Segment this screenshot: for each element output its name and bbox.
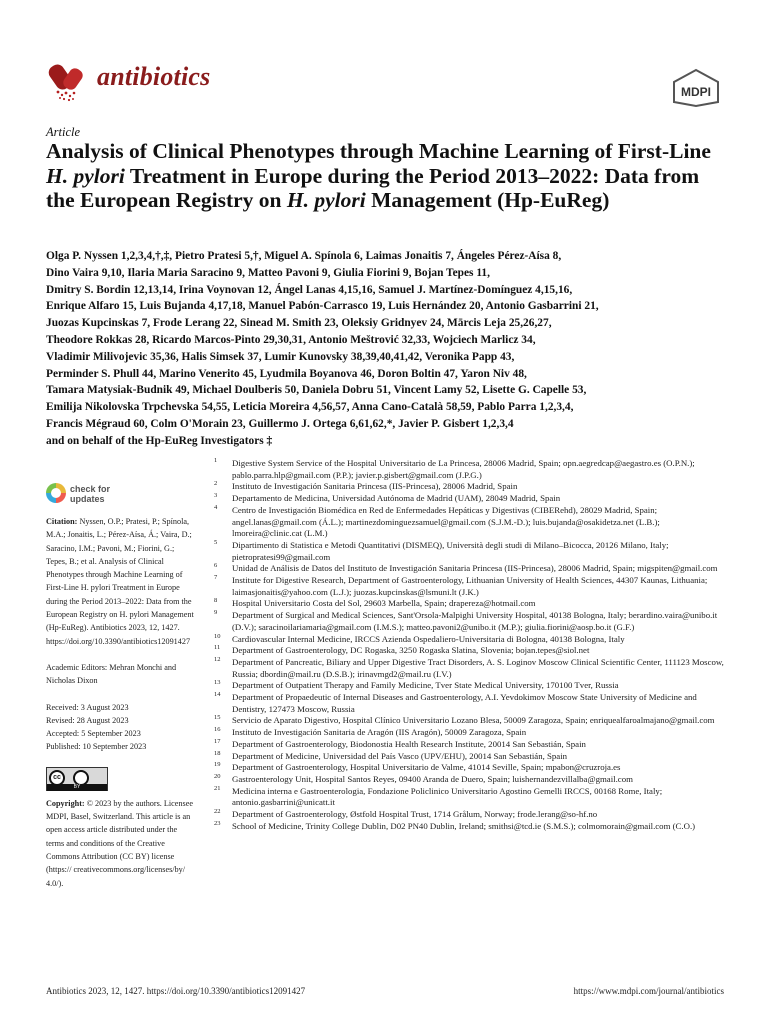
affiliation-number: 7 (214, 574, 218, 582)
affiliation-item (210, 692, 730, 715)
affiliation-number: 23 (214, 819, 221, 827)
affiliation-text: School of Medicine, Trinity College Dublin, D02 PN40 Dublin, Ireland; smithsi@tcd.ie (S.M.S.); colmomorain@gmail.com (C.O.) (232, 820, 696, 831)
check-updates-icon (46, 483, 66, 503)
copyright-label: Copyright: (46, 798, 85, 808)
journal-logo-icon (46, 60, 90, 104)
affiliation-text: Departamento de Medicina, Universidad Autónoma de Madrid (UAM), 28049 Madrid, Spain (232, 493, 561, 504)
author-line: Theodore Rokkas 28, Ricardo Marcos-Pinto 29,30,31, Antonio Meštrović 32,33, Wojciech Marlicz 34, (46, 333, 536, 346)
affiliation-text: Cardiovascular Internal Medicine, IRCCS Azienda Ospedaliero-Universitaria di Bologna, 40138 Bologna, Italy (232, 633, 625, 644)
by-label: BY (47, 784, 107, 791)
citation-block (46, 515, 196, 648)
affiliation-text: Instituto de Investigación Sanitaria Princesa (IIS-Princesa), 28006 Madrid, Spain (232, 481, 518, 492)
citation-text: Nyssen, O.P.; Pratesi, P.; Spínola, M.A.; Jonaitis, L.; Pérez-Aísa, Á.; Vaira, D.; Saracino, I.M.; Pavoni, M.; Fiorini, G.; Tepes, B.; et al. Analysis of Clinical Phenotypes through Machine Learning of First-Line H. pylori Treatment in Europe during the Period 2013–2022: Data from the European Registry on H. pylori Management (Hp-EuReg). Antibiotics 2023, 12, 1427. https://doi.org/10.3390/antibiotics12091427 (46, 517, 194, 646)
affiliation-item (210, 598, 730, 610)
affiliation-number: 15 (214, 714, 221, 722)
affiliation-number: 20 (214, 772, 221, 780)
affiliation-text: Department of Gastroenterology, DC Rogaska, 3250 Rogaska Slatina, Slovenia; bojan.tepes@siol.net (232, 645, 590, 656)
cc-icon: cc (49, 770, 65, 786)
check-updates-line2: updates (70, 494, 105, 504)
date-revised: Revised: 28 August 2023 (46, 715, 129, 725)
footer-citation: Antibiotics 2023, 12, 1427. https://doi.org/10.3390/antibiotics12091427 (46, 986, 306, 996)
author-line: Tamara Matysiak-Budnik 49, Michael Doulberis 50, Daniela Dobru 51, Vincent Lamy 52, Lisette G. Capelle 53, (46, 384, 587, 397)
affiliation-item (210, 563, 730, 575)
affiliations-list (210, 458, 730, 833)
affiliation-text: Department of Medicine, Universidad del País Vasco (UPV/EHU), 20014 San Sebastián, Spain (232, 750, 568, 761)
affiliation-number: 6 (214, 562, 218, 570)
affiliation-text: Instituto de Investigación Sanitaria de Aragón (IIS Aragón), 50009 Zaragoza, Spain (232, 727, 527, 738)
author-line: Juozas Kupcinskas 7, Frode Lerang 22, Sinead M. Smith 23, Oleksiy Gridnyev 24, Mārcis Leja 25,26,27, (46, 317, 552, 330)
affiliation-text: Department of Pancreatic, Biliary and Upper Digestive Tract Disorders, A. S. Loginov Moscow Clinical Scientific Center, 111123 Moscow, Russia; dbordin@mail.ru (D.S.B.); irinavmgd2@mail.ru (I.V.) (232, 656, 724, 679)
academic-editors: Academic Editors: Mehran Monchi and Nicholas Dixon (46, 662, 177, 686)
author-line: Perminder S. Phull 44, Marino Venerito 45, Lyudmila Boyanova 46, Doron Boltin 47, Yaron Niv 48, (46, 367, 527, 380)
affiliation-text: Hospital Universitario Costa del Sol, 29603 Marbella, Spain; drapereza@hotmail.com (232, 598, 536, 609)
affiliation-text: Institute for Digestive Research, Department of Gastroenterology, Lithuanian University of Health Sciences, 44307 Kaunas, Lithuania; laimasjonaitis@yahoo.com (L.J.); juozas.kupcinskas@lsmuni.lt (J.K.) (232, 575, 708, 597)
affiliation-number: 13 (214, 679, 221, 687)
affiliation-item (210, 774, 730, 786)
affiliation-number: 17 (214, 737, 221, 745)
affiliation-item (210, 715, 730, 727)
mdpi-logo-icon (668, 68, 724, 108)
affiliation-item (210, 762, 730, 774)
affiliation-item (210, 821, 730, 833)
article-info-sidebar (46, 515, 196, 903)
affiliation-item (210, 680, 730, 692)
author-line: Francis Mégraud 60, Colm O'Morain 23, Guillermo J. Ortega 6,61,62,*, Javier P. Gisbert 1,2,3,4 (46, 417, 514, 430)
article-title: Analysis of Clinical Phenotypes through Machine Learning of First-Line H. pylori Treatment in Europe during the Period 2013–2022: Data from the European Registry on H. pylori Management (Hp-EuReg) (46, 139, 711, 212)
affiliation-number: 2 (214, 480, 218, 488)
affiliation-number: 18 (214, 749, 221, 757)
affiliation-text: Medicina interna e Gastroenterologia, Fondazione Policlinico Universitario Agostino Gemelli IRCCS, 00168 Rome, Italy; antonio.gasbarrini@unicatt.it (232, 785, 663, 808)
publisher-name: MDPI (681, 85, 711, 99)
affiliation-text: Digestive System Service of the Hospital Universitario de La Princesa, 28006 Madrid, Spain; opn.aegredcap@aegastro.es (O.P.N.); pablo.parra.hlp@gmail.com (P.P.); javier.p.gisbert@gmail.com (J.P.G.) (232, 458, 695, 480)
affiliation-item (210, 481, 730, 493)
author-line: and on behalf of the Hp-EuReg Investigators ‡ (46, 434, 273, 447)
affiliation-item (210, 493, 730, 505)
affiliation-item (210, 727, 730, 739)
author-line: Dino Vaira 9,10, Ilaria Maria Saracino 9, Matteo Pavoni 9, Giulia Fiorini 9, Bojan Tepes 11, (46, 266, 490, 279)
affiliation-text: Centro de Investigación Biomédica en Red de Enfermedades Hepáticas y Digestivas (CIBERehd), 28029 Madrid, Spain; angel.lanas@gmail.com (Á.L.); martinezdominguezsamuel@gmail.com (S.J.M.-D.); luis.bujanda@osakidetza.net (L.B.); lmoreira@clinic.cat (L.M.) (232, 504, 660, 539)
affiliation-number: 10 (214, 632, 221, 640)
author-line: Enrique Alfaro 15, Luis Bujanda 4,17,18, Manuel Pabón-Carrasco 19, Luis Hernández 20, Antonio Gasbarrini 21, (46, 300, 599, 313)
affiliation-item (210, 634, 730, 646)
check-updates-line1: check for (70, 484, 111, 494)
affiliation-text: Department of Surgical and Medical Sciences, Sant'Orsola-Malpighi University Hospital, 40138 Bologna, Italy; berardino.vaira@unibo.it (D.V.); saracinoilariamaria@gmail.com (I.M.S.); matteo.pavoni2@unibo.it (M.P.); giulia.fiorini@aosp.bo.it (G.F.) (232, 610, 718, 632)
author-line: Vladimir Milivojevic 35,36, Halis Simsek 37, Lumir Kunovsky 38,39,40,41,42, Veronika Papp 43, (46, 350, 515, 363)
journal-name: antibiotics (97, 62, 211, 91)
affiliation-item (210, 739, 730, 751)
affiliation-item (210, 786, 730, 809)
affiliation-item (210, 645, 730, 657)
affiliation-number: 4 (214, 503, 218, 511)
affiliation-number: 12 (214, 655, 221, 663)
affiliation-text: Unidad de Análisis de Datos del Instituto de Investigación Sanitaria Princesa (IIS-Princesa), 28006 Madrid, Spain; migspiten@gmail.com (232, 563, 718, 574)
author-line: Emilija Nikolovska Trpchevska 54,55, Leticia Moreira 4,56,57, Anna Cano-Català 58,59, Pablo Parra 1,2,3,4, (46, 401, 574, 414)
affiliation-number: 16 (214, 726, 221, 734)
affiliation-text: Department of Gastroenterology, Biodonostia Health Research Institute, 20014 San Sebastián, Spain (232, 738, 586, 749)
check-for-updates-button[interactable] (46, 483, 166, 505)
affiliation-number: 11 (214, 644, 221, 652)
author-list (46, 248, 736, 450)
affiliation-text: Dipartimento di Statistica e Metodi Quantitativi (DISMEQ), Università degli studi di Milano–Bicocca, 20126 Milano, Italy; pietropratesi99@gmail.com (232, 539, 669, 562)
affiliation-number: 5 (214, 538, 218, 546)
affiliation-number: 19 (214, 761, 221, 769)
affiliation-number: 3 (214, 492, 218, 500)
affiliation-item (210, 610, 730, 633)
copyright-block (46, 797, 196, 890)
article-type: Article (46, 125, 81, 139)
affiliation-item (210, 809, 730, 821)
date-published: Published: 10 September 2023 (46, 742, 147, 752)
affiliation-item (210, 540, 730, 563)
affiliation-item (210, 505, 730, 540)
citation-label: Citation: (46, 517, 78, 526)
affiliation-number: 1 (214, 457, 218, 464)
date-accepted: Accepted: 5 September 2023 (46, 729, 141, 739)
affiliation-item (210, 751, 730, 763)
affiliation-number: 21 (214, 784, 221, 792)
affiliation-number: 14 (214, 691, 221, 699)
author-line: Dmitry S. Bordin 12,13,14, Irina Voynovan 12, Ángel Lanas 4,15,16, Samuel J. Martínez-Domínguez 4,15,16, (46, 283, 573, 296)
affiliation-text: Department of Propaedeutic of Internal Diseases and Gastroenterology, A.I. Yevdokimov Moscow State University of Medicine and Dentistry, 127473 Moscow, Russia (232, 692, 697, 714)
affiliation-text: Servicio de Aparato Digestivo, Hospital Clínico Universitario Lozano Blesa, 50009 Zaragoza, Spain; enriquealfaroalmajano@gmail.com (232, 715, 715, 726)
affiliation-number: 8 (214, 597, 218, 605)
affiliation-text: Gastroenterology Unit, Hospital Santos Reyes, 09400 Aranda de Duero, Spain; luishernandezvillalba@gmail.com (232, 773, 633, 784)
affiliation-number: 22 (214, 808, 221, 816)
affiliation-item (210, 657, 730, 680)
affiliation-text: Department of Gastroenterology, Østfold Hospital Trust, 1714 Grålum, Norway; frode.lerang@so-hf.no (232, 809, 598, 820)
copyright-text: © 2023 by the authors. Licensee MDPI, Basel, Switzerland. This article is an open access article distributed under the terms and conditions of the Creative Commons Attribution (CC BY) license (https:// creativecommons.org/licenses/by/ 4.0/). (46, 798, 193, 888)
date-received: Received: 3 August 2023 (46, 702, 129, 712)
cc-by-license-icon[interactable] (46, 767, 108, 791)
affiliation-text: Department of Outpatient Therapy and Family Medicine, Tver State Medical University, 170100 Tver, Russia (232, 680, 619, 691)
footer-journal-url[interactable]: https://www.mdpi.com/journal/antibiotics (573, 986, 724, 996)
author-line: Olga P. Nyssen 1,2,3,4,†,‡, Pietro Pratesi 5,†, Miguel A. Spínola 6, Laimas Jonaitis 7, Ángeles Pérez-Aísa 8, (46, 250, 562, 262)
article-dates (46, 701, 196, 754)
affiliation-item (210, 458, 730, 481)
affiliation-text: Department of Gastroenterology, Hospital Universitario de Valme, 41014 Seville, Spain; mpabon@cruzroja.es (232, 762, 621, 773)
affiliation-item (210, 575, 730, 598)
affiliation-number: 9 (214, 609, 218, 617)
